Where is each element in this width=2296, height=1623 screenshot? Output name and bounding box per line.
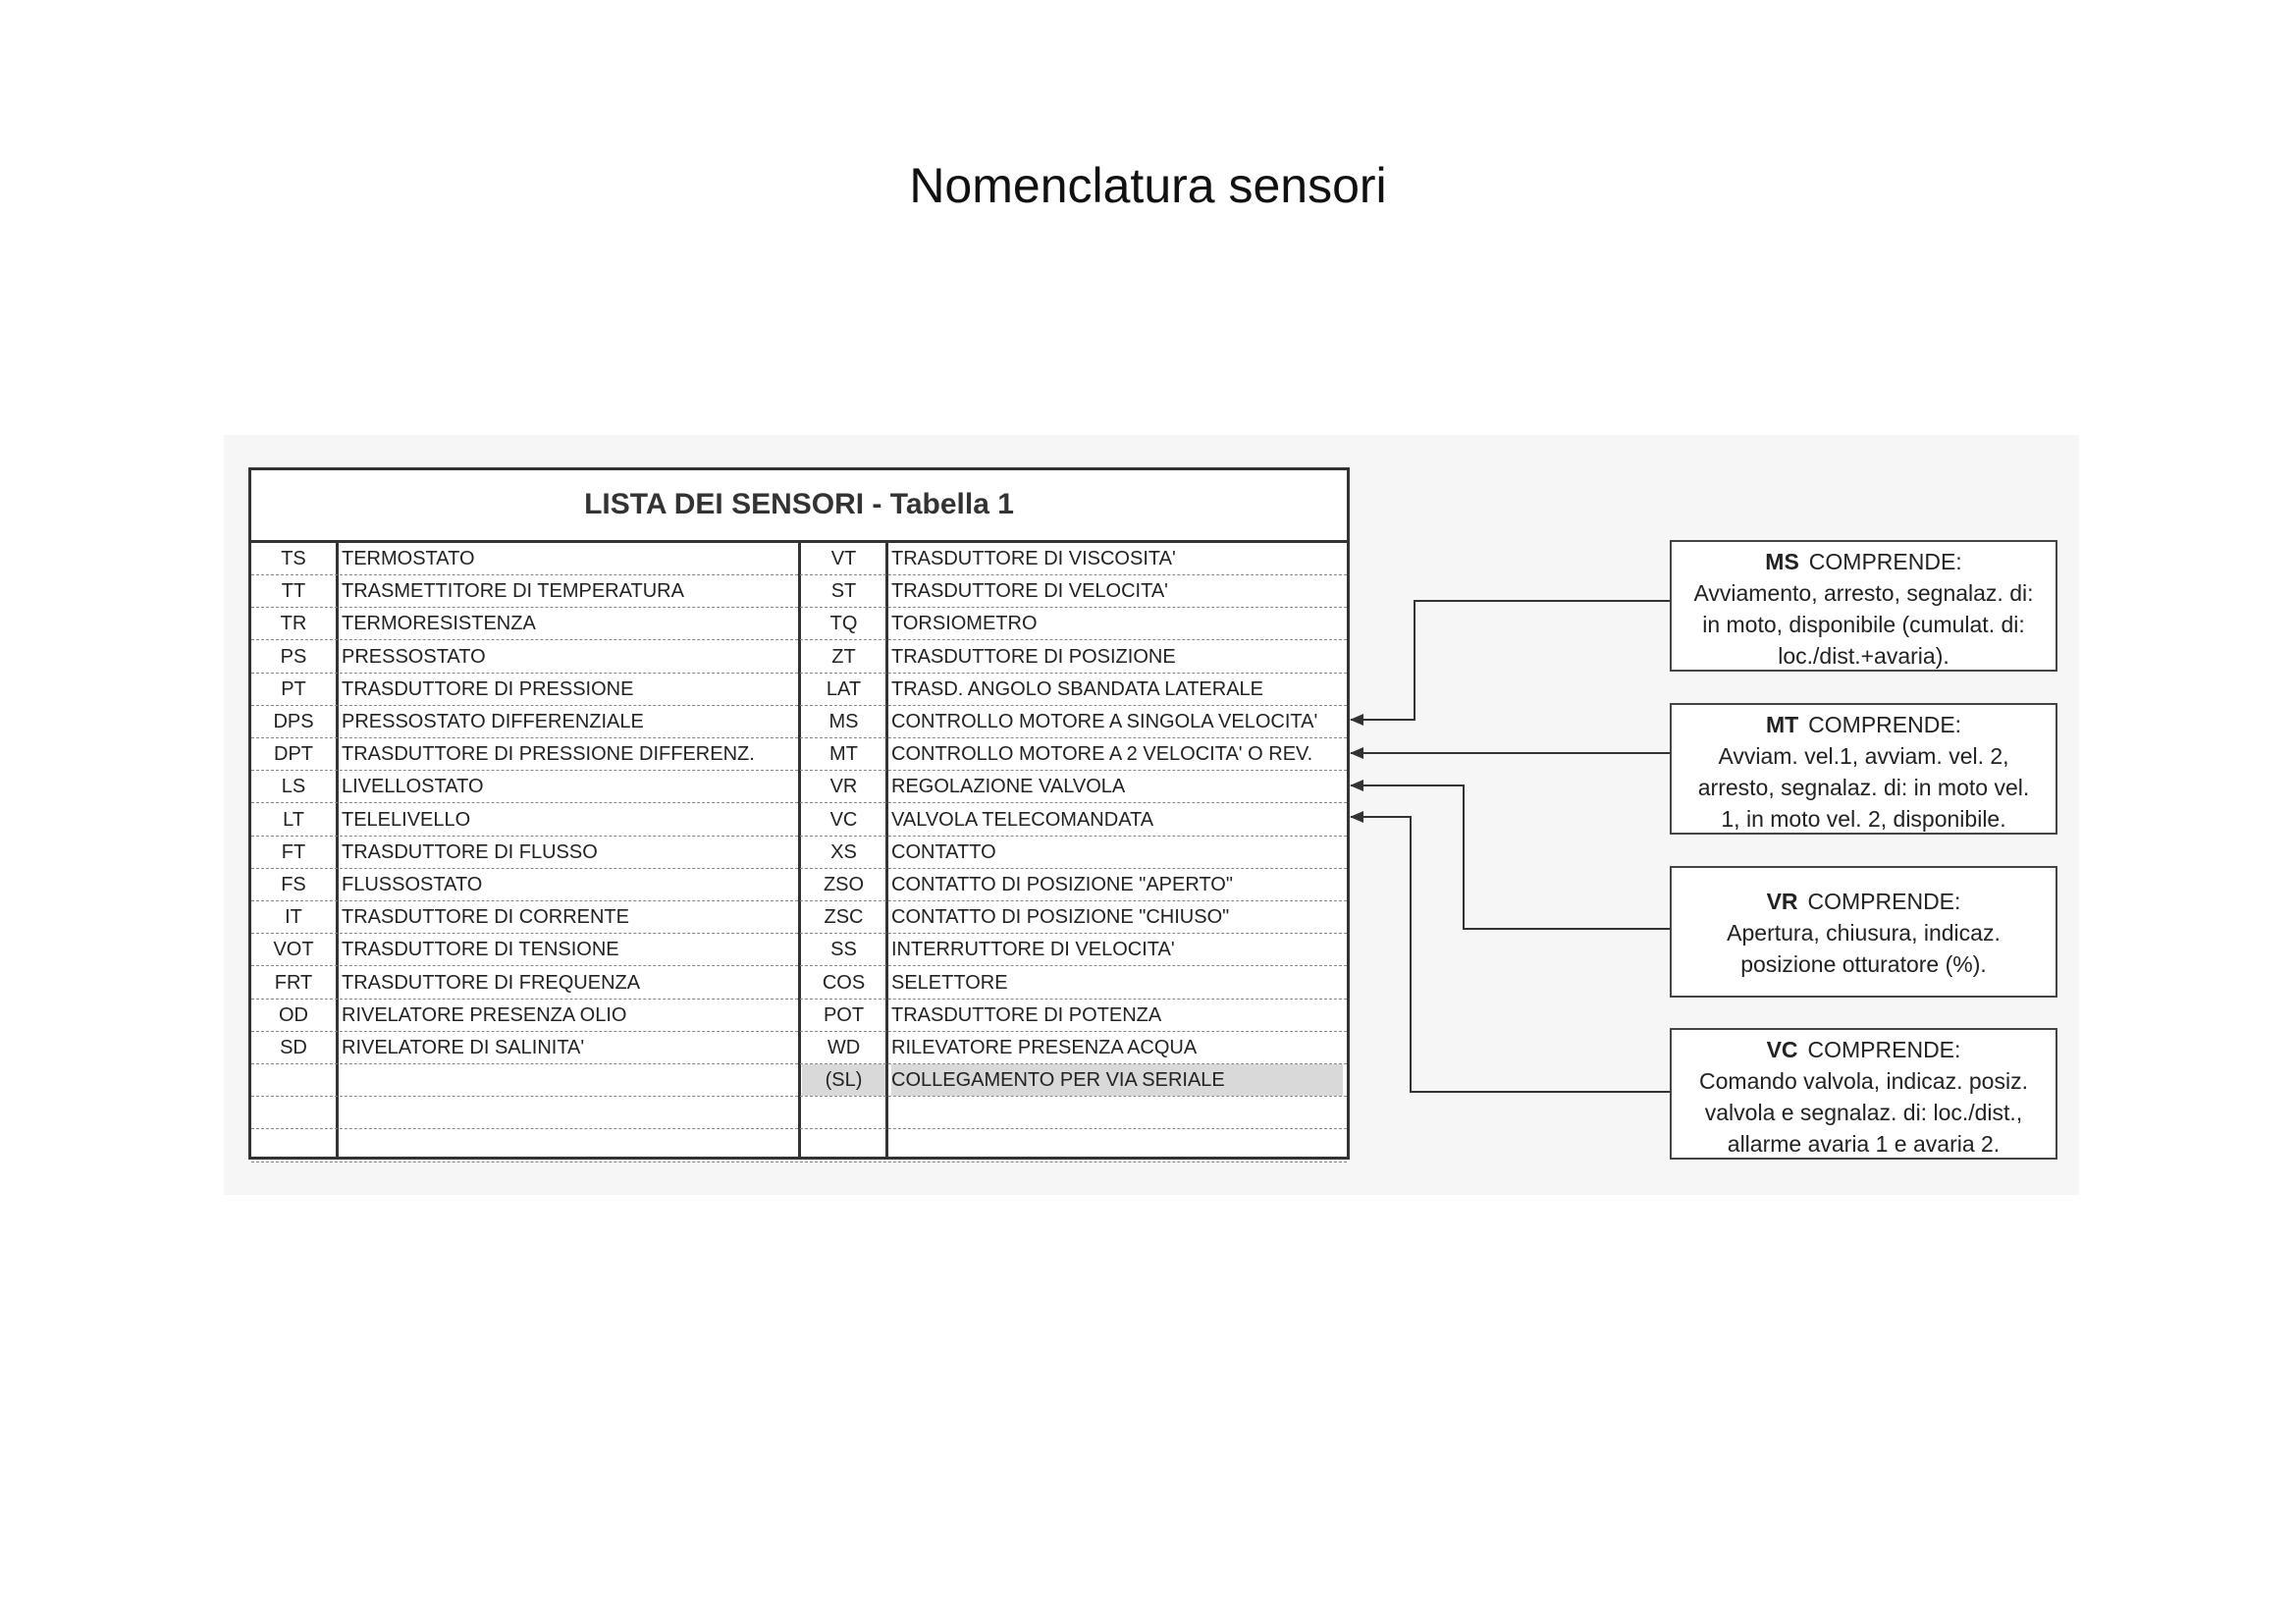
sensor-code: LS — [281, 776, 306, 798]
box-line: in moto, disponibile (cumulat. di: — [1702, 612, 2025, 637]
sensor-description: TRASDUTTORE DI VISCOSITA' — [891, 548, 1176, 569]
sensor-description: PRESSOSTATO DIFFERENZIALE — [342, 711, 644, 732]
sensor-code: LAT — [826, 677, 862, 700]
sensor-description: TRASDUTTORE DI PRESSIONE — [342, 677, 634, 700]
sensor-code: TQ — [829, 613, 858, 635]
sensor-code: FT — [281, 840, 306, 863]
connector-vc — [1351, 817, 1670, 1092]
sensor-code: FS — [281, 874, 306, 895]
sensor-description: SELETTORE — [891, 971, 1008, 994]
sensor-description: TORSIOMETRO — [891, 613, 1038, 635]
box-line: 1, in moto vel. 2, disponibile. — [1721, 806, 2006, 832]
sensor-description: TRASDUTTORE DI POSIZIONE — [891, 645, 1176, 668]
vc-info-box — [1670, 1028, 2057, 1160]
sensor-code: TT — [281, 580, 306, 603]
table-title: LISTA DEI SENSORI - Tabella 1 — [251, 470, 1347, 543]
sensor-description: TERMOSTATO — [342, 548, 475, 569]
sensor-code: TS — [281, 548, 306, 569]
sensor-description: TRASDUTTORE DI FLUSSO — [342, 840, 598, 863]
box-keyword: COMPRENDE: — [1808, 712, 1962, 737]
ms-info-box — [1670, 540, 2057, 672]
sensor-code: ZSO — [823, 874, 865, 895]
connector-ms — [1351, 601, 1670, 720]
sensor-description: TERMORESISTENZA — [342, 613, 536, 635]
sensor-code: VOT — [273, 939, 314, 961]
sensor-description: TRASD. ANGOLO SBANDATA LATERALE — [891, 677, 1263, 700]
vr-info-box — [1670, 866, 2057, 998]
sensor-description: LIVELLOSTATO — [342, 776, 484, 798]
sensor-description: CONTROLLO MOTORE A SINGOLA VELOCITA' — [891, 711, 1318, 732]
sensor-code: OD — [279, 1003, 308, 1026]
sensor-description: VALVOLA TELECOMANDATA — [891, 808, 1154, 831]
box-line: Avviamento, arresto, segnalaz. di: — [1693, 580, 2034, 606]
sensor-description: CONTROLLO MOTORE A 2 VELOCITA' O REV. — [891, 743, 1313, 766]
mt-info-box — [1670, 703, 2057, 835]
sensor-code: DPT — [274, 743, 313, 766]
sensor-description: COLLEGAMENTO PER VIA SERIALE — [891, 1064, 1343, 1096]
sensor-code: ST — [830, 580, 857, 603]
box-code: VC — [1766, 1037, 1798, 1062]
box-line: arresto, segnalaz. di: in moto vel. — [1697, 775, 2030, 800]
sensor-code: TR — [280, 613, 307, 635]
sensor-description: FLUSSOSTATO — [342, 874, 483, 895]
box-line: Comando valvola, indicaz. posiz. — [1699, 1068, 2028, 1094]
sensor-description: CONTATTO DI POSIZIONE "APERTO" — [891, 874, 1233, 895]
sensor-code: PT — [281, 677, 306, 700]
sensor-description: TRASDUTTORE DI CORRENTE — [342, 906, 629, 929]
sensor-description: RIVELATORE DI SALINITA' — [342, 1037, 585, 1058]
sensor-code: XS — [830, 840, 857, 863]
sensor-code: MS — [828, 711, 859, 732]
box-keyword: COMPRENDE: — [1807, 1037, 1961, 1062]
sensor-code: COS — [822, 971, 866, 994]
sensor-code: POT — [823, 1003, 865, 1026]
sensor-code: SS — [830, 939, 857, 961]
sensor-code: SD — [280, 1037, 307, 1058]
box-code: MS — [1765, 549, 1799, 574]
connector-vr — [1351, 785, 1670, 929]
sensor-code: VT — [830, 548, 857, 569]
box-line: Avviam. vel.1, avviam. vel. 2, — [1718, 743, 2009, 769]
sensor-description: TRASDUTTORE DI POTENZA — [891, 1003, 1162, 1026]
sensor-description: TRASMETTITORE DI TEMPERATURA — [342, 580, 684, 603]
sensor-description: TELELIVELLO — [342, 808, 471, 831]
sensor-description: TRASDUTTORE DI VELOCITA' — [891, 580, 1169, 603]
page-title: Nomenclatura sensori — [909, 158, 1387, 213]
sensor-code: (SL) — [802, 1064, 885, 1096]
box-code: MT — [1765, 712, 1799, 737]
sensor-description: TRASDUTTORE DI PRESSIONE DIFFERENZ. — [342, 743, 755, 766]
box-line: allarme avaria 1 e avaria 2. — [1727, 1131, 2001, 1157]
sensor-description: CONTATTO — [891, 840, 996, 863]
sensor-description: RILEVATORE PRESENZA ACQUA — [891, 1037, 1198, 1058]
sensor-code: LT — [283, 808, 304, 831]
box-keyword: COMPRENDE: — [1807, 889, 1961, 914]
sensor-description: INTERRUTTORE DI VELOCITA' — [891, 939, 1175, 961]
sensor-code: VR — [829, 776, 858, 798]
sensor-code: FRT — [274, 971, 313, 994]
box-line: posizione otturatore (%). — [1740, 951, 1987, 977]
sensor-code: VC — [829, 808, 858, 831]
sensor-code: MT — [829, 743, 858, 766]
sensor-description: REGOLAZIONE VALVOLA — [891, 776, 1126, 798]
box-line: loc./dist.+avaria). — [1778, 643, 1949, 669]
sensor-description: CONTATTO DI POSIZIONE "CHIUSO" — [891, 906, 1230, 929]
sensor-description: RIVELATORE PRESENZA OLIO — [342, 1003, 627, 1026]
sensor-code: PS — [280, 645, 307, 668]
sensor-code: DPS — [273, 711, 314, 732]
box-keyword: COMPRENDE: — [1808, 549, 1962, 574]
sensor-code: ZSC — [824, 906, 864, 929]
box-line: Apertura, chiusura, indicaz. — [1727, 920, 2001, 946]
sensor-description: PRESSOSTATO — [342, 645, 486, 668]
box-line: valvola e segnalaz. di: loc./dist., — [1704, 1100, 2023, 1125]
sensor-code: ZT — [831, 645, 856, 668]
sensor-description: TRASDUTTORE DI FREQUENZA — [342, 971, 641, 994]
sensor-code: WD — [827, 1037, 861, 1058]
sensor-code: IT — [285, 906, 302, 929]
box-code: VR — [1766, 889, 1798, 914]
sensor-description: TRASDUTTORE DI TENSIONE — [342, 939, 619, 961]
